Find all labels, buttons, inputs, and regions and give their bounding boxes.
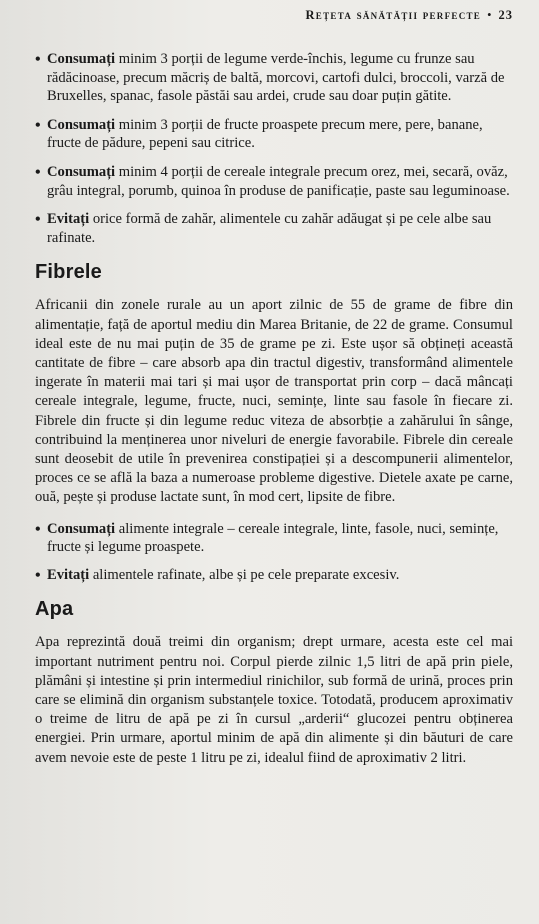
section-apa	[35, 598, 513, 767]
bullet-text: minim 3 porții de fructe proaspete precum mere, pere, banane, fructe de pădure, pepeni sau citrice.	[47, 116, 483, 152]
bullet-verb: Consumați	[47, 163, 116, 180]
list-item	[35, 210, 513, 247]
apa-paragraph: Apa reprezintă două treimi din organism; drept urmare, acesta este cel mai important nutriment pentru noi. Corpul pierde zilnic 1,5 litri de apă prin piele, plămâni și intestine și prin intermediul rinichilor, sub formă de urină, proces prin care se elimină din organism substanțele toxice. Totodată, producem aproximativ o treime de litru de apă pe zi în cursul „arderii“ glucozei pentru obținerea energiei. Prin urmare, aportul minim de apă din alimente și din băuturi de care avem nevoie este de peste 1 litru pe zi, idealul fiind de aproximativ 2 litri.	[35, 634, 513, 766]
bullet-verb: Consumați	[47, 116, 116, 133]
list-item	[35, 116, 513, 153]
section-fibre	[35, 261, 513, 584]
bullet-text: orice formă de zahăr, alimentele cu zahăr adăugat și pe cele albe sau rafinate.	[47, 211, 492, 246]
bullet-text: minim 4 porții de cereale integrale precum orez, mei, secară, ovăz, grâu integral, porumb, quinoa în produse de panificație, paste sau leguminoase.	[47, 163, 510, 199]
top-bullet-list	[35, 50, 513, 247]
list-item	[35, 50, 513, 106]
fibre-paragraph: Africanii din zonele rurale au un aport zilnic de 55 de grame de fibre din alimentație, față de aportul mediu din Marea Britanie, de 22 de grame. Consumul ideal este de nu mai puțin de 35 de grame pe zi. Este ușor să obțineți această cantitate de fibre – care absorb apa din tractul digestiv, transformând alimentele ingerate în materii mai tari și mai ușor de transportat prin corp – dacă mâncați cereale integrale, legume, fructe, nuci, semințe, linte sau fasole în fiecare zi. Fibrele din fructe și din legume reduc viteza de absorbție a zahărului în sânge, contribuind la menținerea unor niveluri de energie favorabile. Fibrele din cereale sunt deosebit de utile în prevenirea constipației și a descompunerii alimentelor, proces ce se află la baza a numeroase probleme digestive. Dietele axate pe carne, ouă, pește și produse lactate sunt, în mod cert, lipsite de fibre.	[35, 297, 513, 506]
section-heading-apa: Apa	[35, 598, 74, 621]
page-number: 23	[498, 8, 513, 22]
chapter-title: Rețeta sănătății perfecte	[305, 8, 482, 22]
list-item	[35, 163, 513, 200]
bullet-text: alimentele rafinate, albe și pe cele preparate excesiv.	[89, 566, 400, 583]
bullet-verb: Consumați	[47, 520, 116, 537]
bullet-text: minim 3 porții de legume verde-închis, legume cu frunze sau rădăcinoase, precum măcriș de baltă, morcovi, cartofi dulci, broccoli, varză de Bruxelles, spanac, fasole păstăi sau ardei, crude sau doar puțin gătite.	[47, 51, 505, 105]
fibre-bullet-list	[35, 520, 513, 585]
bullet-verb: Evitați	[47, 211, 90, 228]
section-heading-fibre: Fibrele	[35, 261, 102, 284]
bullet-verb: Evitați	[47, 566, 90, 583]
running-header	[35, 8, 513, 28]
bullet-verb: Consumați	[47, 51, 116, 67]
header-separator: •	[487, 8, 493, 22]
bullet-text: alimente integrale – cereale integrale, linte, fasole, nuci, semințe, fructe și legume proaspete.	[47, 520, 499, 556]
list-item	[35, 566, 513, 585]
list-item	[35, 520, 513, 557]
